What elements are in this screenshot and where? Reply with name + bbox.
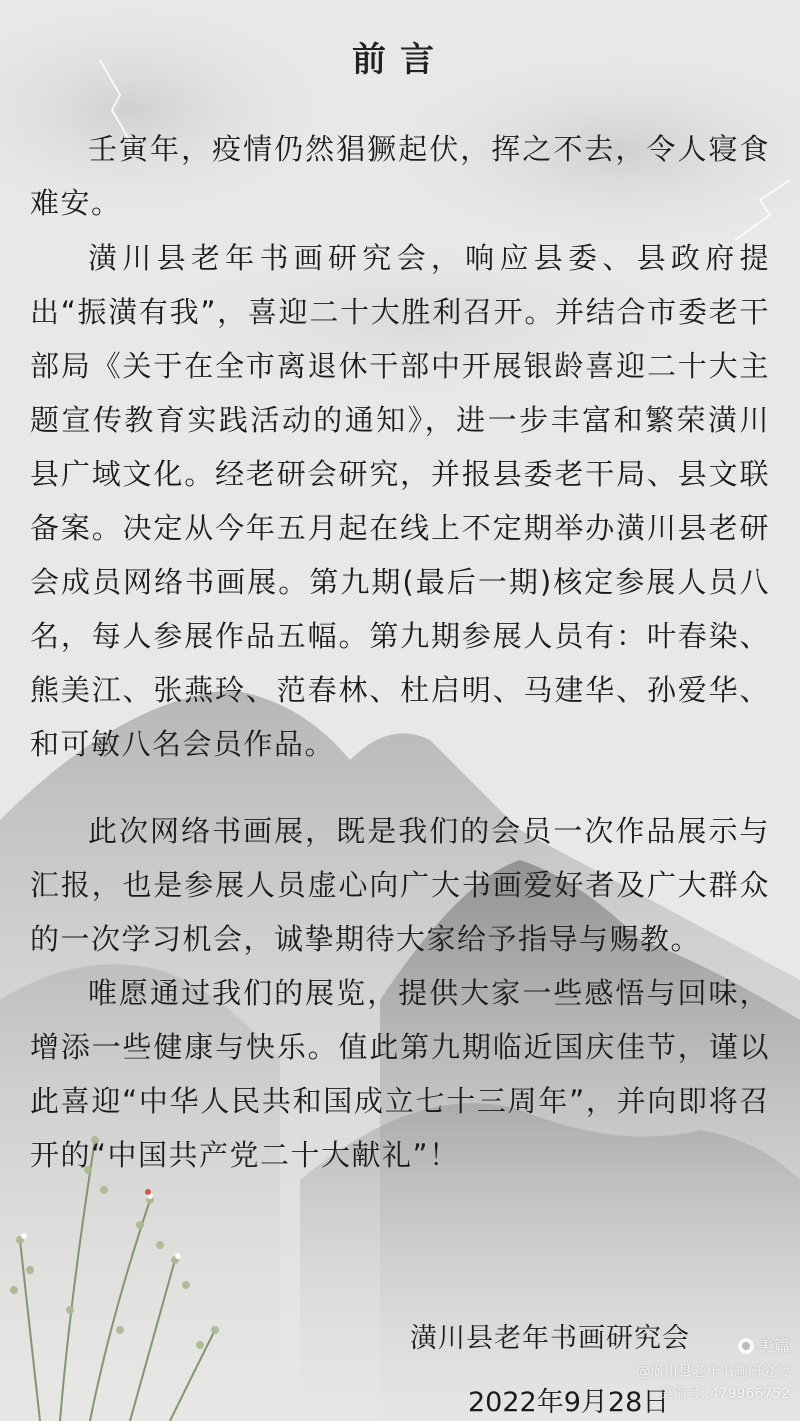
signature-date: 2022年9月28日 <box>468 1387 670 1418</box>
watermark <box>636 1335 790 1405</box>
page-title: 前言 <box>352 40 448 80</box>
paragraph-4: 唯愿通过我们的展览，提供大家一些感悟与回味，增添一些健康与快乐。值此第九期临近国庆佳节，谨以此喜迎“中华人民共和国成立七十三周年”，并向即将召开的“中国共产党二十大献礼”！ <box>30 976 770 1172</box>
watermark-brand-label: 美篇 <box>757 1336 790 1355</box>
watermark-brand <box>738 1335 790 1357</box>
paragraph-3: 此次网络书画展，既是我们的会员一次作品展示与汇报，也是参展人员虚心向广大书画爱好者及广大群众的一次学习机会，诚挚期待大家给予指导与赐教。 <box>30 814 770 956</box>
paragraph-2: 潢川县老年书画研究会，响应县委、县政府提出“振潢有我”，喜迎二十大胜利召开。并结合市委老干部局《关于在全市离退休干部中开展银龄喜迎二十大主题宣传教育实践活动的通知》，进一步丰富和繁荣潢川县广域文化。经老研会研究，并报县委老干局、县文联备案。决定从今年五月起在线上不定期举办潢川县老研会成员网络书画展。第九期(最后一期)核定参展人员八名，每人参展作品五幅。第九期参展人员有：叶春染、熊美江、张燕玲、范春林、杜启明、马建华、孙爱华、和可敏八名会员作品。 <box>30 241 770 761</box>
watermark-account: @潢川县老年书画研究会 <box>636 1364 790 1380</box>
meipian-logo-icon <box>738 1338 754 1354</box>
watermark-id: 美篇号: 479966752 <box>658 1386 790 1402</box>
paragraph-1: 壬寅年，疫情仍然猖獗起伏，挥之不去，令人寝食难安。 <box>30 132 770 220</box>
signature-organization: 潢川县老年书画研究会 <box>410 1323 690 1354</box>
